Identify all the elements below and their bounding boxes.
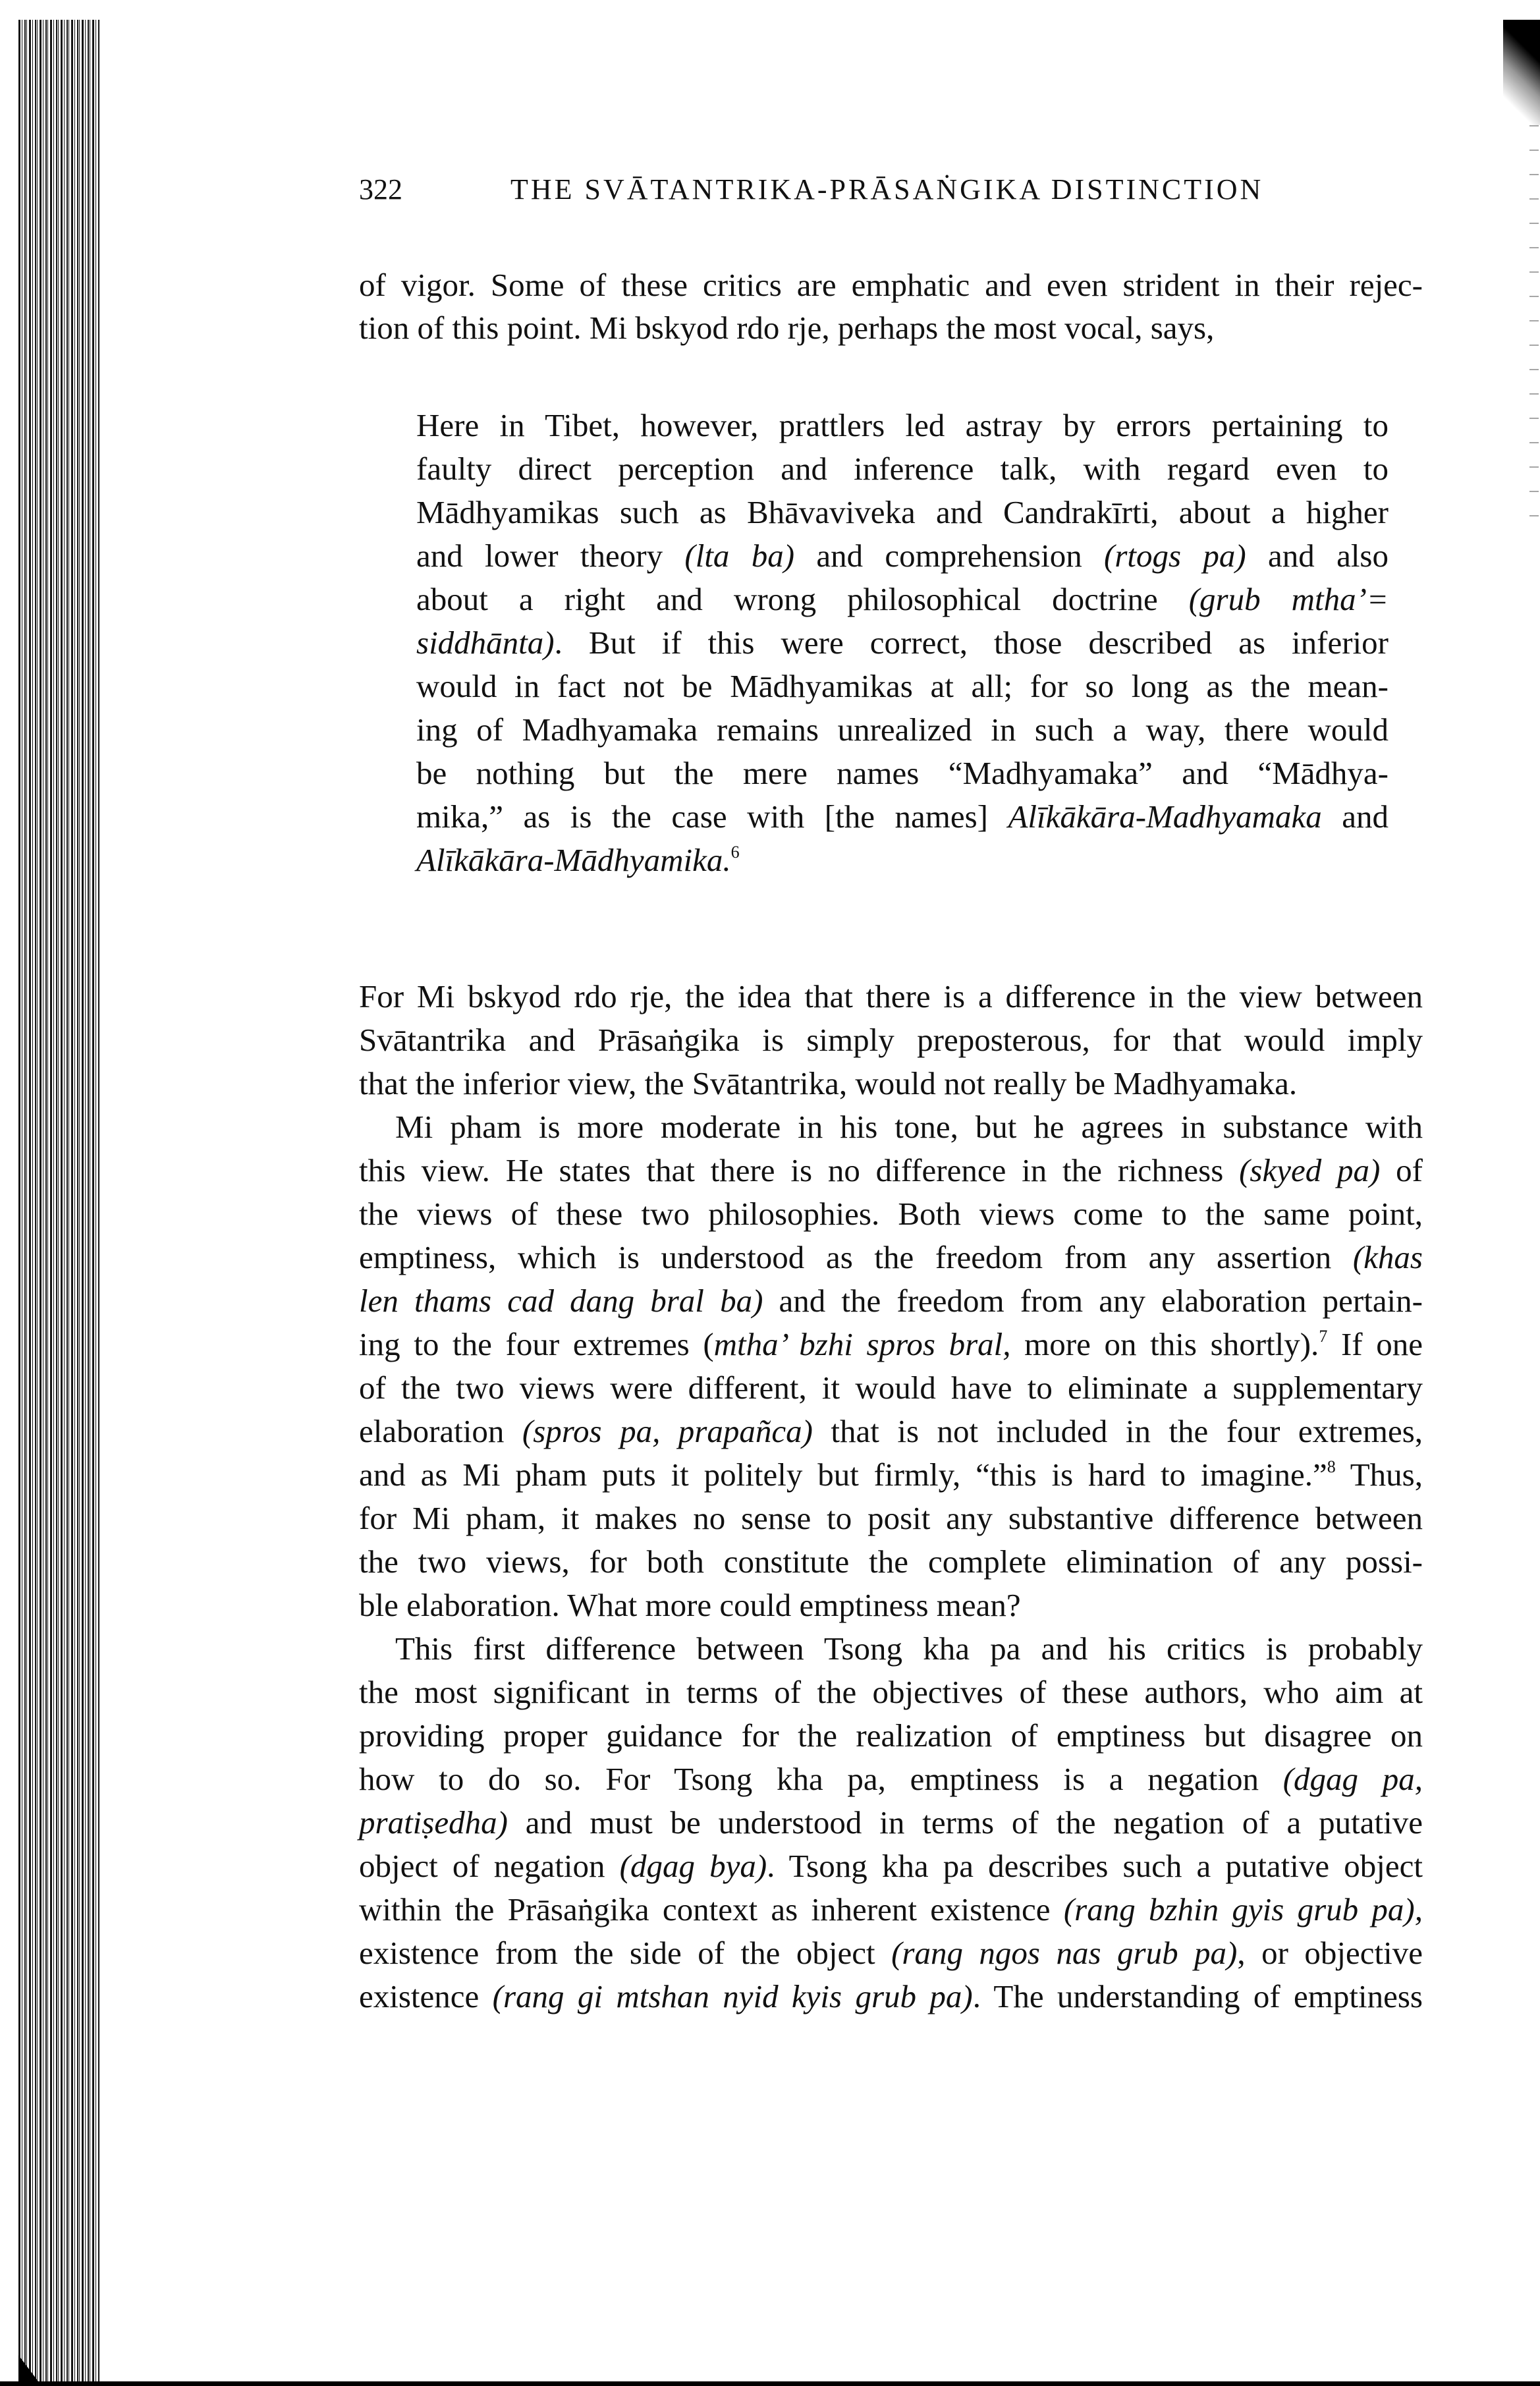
text-line: Mi pham is more moderate in his tone, but he agrees in substance with xyxy=(395,1109,1423,1145)
text-line: that the inferior view, the Svātantrika, would not really be Madhyamaka. xyxy=(359,1065,1298,1101)
text-line: providing proper guidance for the realization of emptiness but disagree on xyxy=(359,1717,1423,1754)
quote-line: ing of Madhyamaka remains unrealized in such a way, there would xyxy=(416,711,1389,748)
italic-term: (rang ngos nas grub pa) xyxy=(891,1935,1238,1971)
quote-line: would in fact not be Mādhyamikas at all; for so long as the mean- xyxy=(416,668,1389,704)
text-line: within the Prāsaṅgika context as inherent existence (rang bzhin gyis grub pa), xyxy=(359,1891,1423,1928)
italic-term: (khas xyxy=(1352,1239,1423,1275)
quote-line: Mādhyamikas such as Bhāvaviveka and Candrakīrti, about a higher xyxy=(416,494,1389,530)
italic-term: (skyed pa) xyxy=(1239,1152,1381,1188)
text-line: pratiṣedha) and must be understood in terms of the negation of a putative xyxy=(359,1804,1423,1841)
quote-line: about a right and wrong philosophical doctrine (grub mtha’= xyxy=(416,581,1389,617)
quote-line: faulty direct perception and inference talk, with regard even to xyxy=(416,451,1389,487)
italic-term: siddhānta) xyxy=(416,624,555,661)
quote-line xyxy=(416,839,1389,882)
text-line: len thams cad dang bral ba) and the freedom from any elaboration pertain- xyxy=(359,1283,1423,1319)
text-line: for Mi pham, it makes no sense to posit any substantive difference between xyxy=(359,1500,1423,1536)
footnote-marker: 7 xyxy=(1319,1327,1328,1346)
quote-line: Here in Tibet, however, prattlers led astray by errors pertaining to xyxy=(416,407,1389,443)
text-line: the most significant in terms of the objectives of these authors, who aim at xyxy=(359,1674,1423,1710)
italic-term: (grub mtha’= xyxy=(1188,581,1389,617)
italic-term: (rang gi mtshan nyid kyis grub pa) xyxy=(492,1978,973,2014)
quote-line: siddhānta). But if this were correct, those described as inferior xyxy=(416,624,1389,661)
running-header xyxy=(359,173,1347,212)
italic-term: Alīkākāra-Mādhyamika. xyxy=(416,842,731,878)
running-head-title: THE SVĀTANTRIKA-PRĀSAṄGIKA DISTINCTION xyxy=(510,173,1264,206)
italic-term: mtha’ bzhi spros bral, xyxy=(713,1326,1011,1362)
scan-bottom-edge xyxy=(0,2381,1540,2386)
text-line: ble elaboration. What more could emptiness mean? xyxy=(359,1587,1021,1623)
page-number: 322 xyxy=(359,173,402,206)
text-line: object of negation (dgag bya). Tsong kha pa describes such a putative object xyxy=(359,1848,1423,1884)
text-line: of the two views were different, it would have to eliminate a supplementary xyxy=(359,1370,1423,1406)
text-line: Svātantrika and Prāsaṅgika is simply preposterous, for that would imply xyxy=(359,1022,1423,1058)
text-line: emptiness, which is understood as the freedom from any assertion (khas xyxy=(359,1239,1423,1275)
quote-line: and lower theory (lta ba) and comprehension (rtogs pa) and also xyxy=(416,538,1389,574)
text-line: the two views, for both constitute the complete elimination of any possi- xyxy=(359,1543,1423,1580)
text-line: ing to the four extremes (mtha’ bzhi spros bral, more on this shortly).$^7$ If one xyxy=(359,1326,1423,1362)
text-line: the views of these two philosophies. Both views come to the same point, xyxy=(359,1196,1423,1232)
italic-term: (spros pa, prapañca) xyxy=(522,1413,813,1449)
text-line: of vigor. Some of these critics are emphatic and even strident in their rejec- xyxy=(359,267,1423,303)
italic-term: (lta ba) xyxy=(684,538,795,574)
text-line: tion of this point. Mi bskyod rdo rje, perhaps the most vocal, says, xyxy=(359,310,1215,346)
text-line: existence (rang gi mtshan nyid kyis grub pa). The understanding of emptiness xyxy=(359,1978,1423,2014)
italic-term: (dgag pa, xyxy=(1282,1761,1423,1797)
footnote-marker: 6 xyxy=(730,843,740,862)
footnote-marker: 8 xyxy=(1327,1457,1336,1476)
scan-gutter-strip xyxy=(18,20,100,2381)
text-line: elaboration (spros pa, prapañca) that is not included in the four extremes, xyxy=(359,1413,1423,1449)
text-line: this view. He states that there is no difference in the richness (skyed pa) of xyxy=(359,1152,1423,1188)
italic-term: (dgag bya) xyxy=(619,1848,767,1884)
scan-edge-speckle xyxy=(1529,125,1539,520)
scan-corner-shadow xyxy=(1503,20,1540,125)
text-line: how to do so. For Tsong kha pa, emptiness is a negation (dgag pa, xyxy=(359,1761,1423,1797)
italic-term: pratiṣedha) xyxy=(359,1804,508,1841)
text-line: For Mi bskyod rdo rje, the idea that there is a difference in the view between xyxy=(359,978,1423,1014)
italic-term: (rang bzhin gyis grub pa), xyxy=(1063,1891,1423,1928)
italic-term: Alīkākāra-Madhyamaka xyxy=(1008,798,1322,835)
text-line: existence from the side of the object (rang ngos nas grub pa), or objective xyxy=(359,1935,1423,1971)
quote-line: be nothing but the mere names “Madhyamaka” and “Mādhya- xyxy=(416,755,1389,791)
text-line: This first difference between Tsong kha pa and his critics is probably xyxy=(395,1630,1423,1667)
italic-term: len thams cad dang bral ba) xyxy=(359,1283,763,1319)
quote-line: mika,” as is the case with [the names] Alīkākāra-Madhyamaka and xyxy=(416,798,1389,835)
italic-term: (rtogs pa) xyxy=(1104,538,1246,574)
scan-gutter-corner xyxy=(18,2355,38,2381)
text-line: and as Mi pham puts it politely but firmly, “this is hard to imagine.”$^8$ Thus, xyxy=(359,1457,1423,1493)
